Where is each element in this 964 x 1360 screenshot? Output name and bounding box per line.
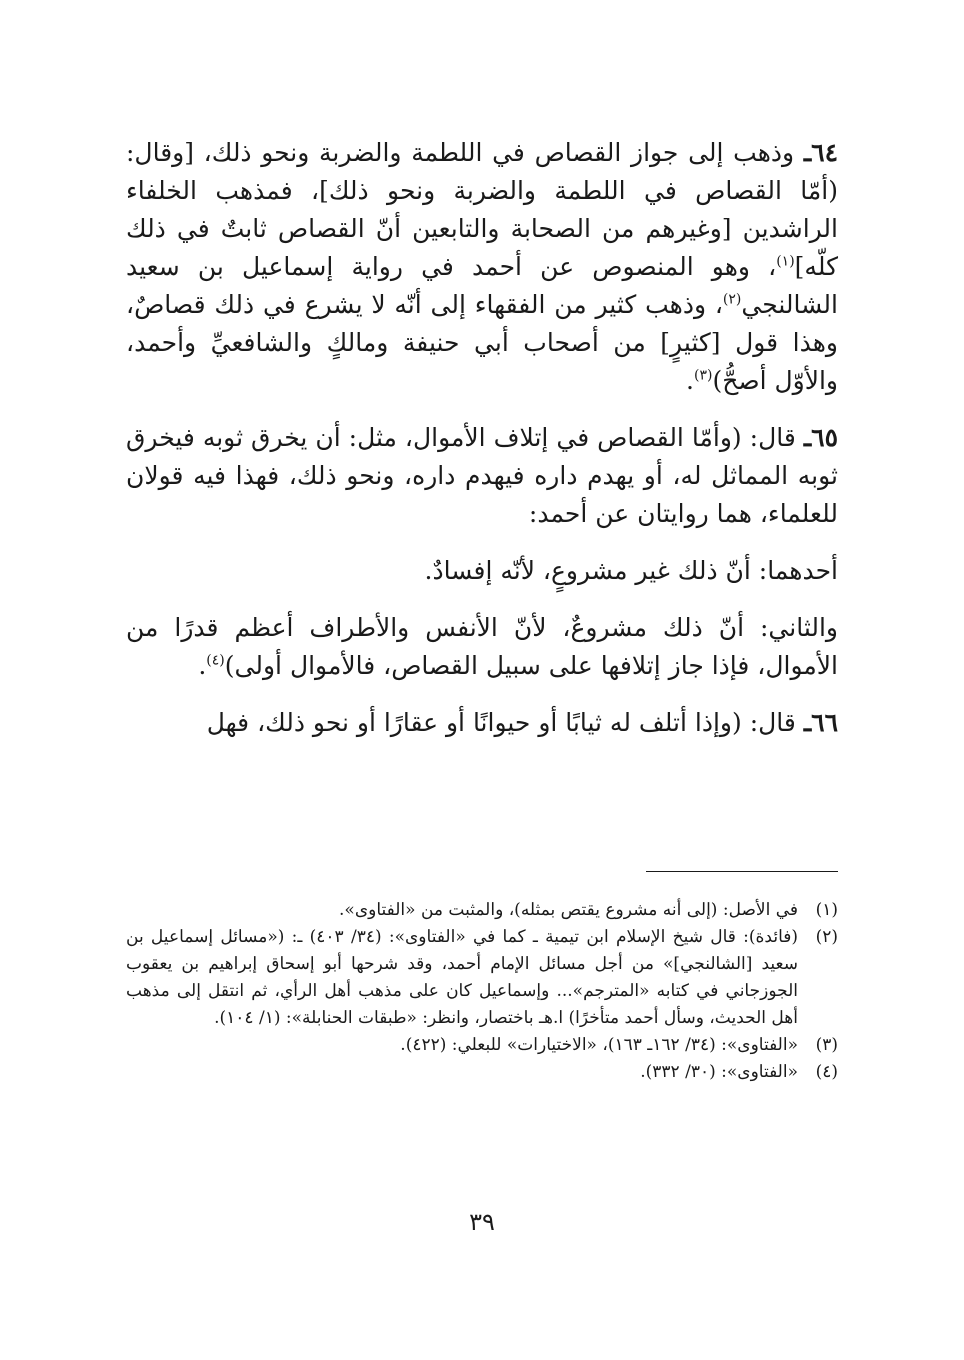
footnote-ref[interactable]: (٤)	[206, 652, 225, 669]
footnote-3	[126, 1032, 838, 1059]
paragraph-65	[126, 419, 838, 533]
paragraph-end: .	[198, 651, 207, 680]
footnote-ref[interactable]: (١)	[776, 253, 795, 270]
paragraph-second-opinion	[126, 609, 838, 685]
footnote-text: «الفتاوى»: (٣٤/ ١٦٢ـ ١٦٣)، «الاختيارات» للبعلي: (٤٢٢).	[400, 1035, 798, 1055]
paragraph-64	[126, 134, 838, 400]
footnote-marker: (١)	[815, 900, 838, 920]
paragraph-number: ٦٦ـ	[803, 708, 838, 737]
paragraph-text: وذهب إلى جواز القصاص في اللطمة والضربة ونحو ذلك، [وقال: (أمّا القصاص في اللطمة والضربة ونحو ذلك]، فمذهب الخلفاء الراشدين [وغيرهم من الصحابة والتابعين أنّ القصاص ثابتٌ في ذلك كلّه]	[126, 138, 838, 281]
footnote-ref[interactable]: (٣)	[694, 367, 713, 384]
footnote-marker: (٣)	[815, 1035, 838, 1055]
paragraph-text: أحدهما: أنّ ذلك غير مشروعٍ، لأنّه إفسادٌ.	[424, 556, 838, 585]
footnotes	[126, 897, 838, 1086]
footnote-text: في الأصل: (إلى أنه مشروع يقتص بمثله)، والمثبت من «الفتاوى».	[339, 900, 798, 920]
footnote-1	[126, 897, 838, 924]
paragraph-end: .	[686, 366, 694, 395]
paragraph-text: ، وذهب كثير من الفقهاء إلى أنّه لا يشرع في ذلك قصاصٌ، وهذا قول [كثيرٍ] من أصحاب أبي حنيفة ومالكٍ والشافعيِّ وأحمد، والأوّل أصحُّ)	[126, 290, 838, 395]
footnote-marker: (٢)	[815, 927, 838, 947]
footnote-text: (فائدة): قال شيخ الإسلام ابن تيمية ـ كما في «الفتاوى»: (٣٤/ ٤٠٣) ـ: («مسائل إسماعيل بن سعيد [الشالنجي]» من أجل مسائل الإمام أحمد، وقد شرحها أبو إسحاق إبراهيم بن يعقوب الجوزجاني في كتابه «المترجم»... وإسماعيل كان على مذهب أهل الرأي، ثم انتقل إلى مذهب أهل الحديث، وسأل أحمد متأخرًا) ا.هـ باختصار، وانظر: «طبقات الحنابلة»: (١/ ١٠٤).	[126, 927, 799, 1028]
paragraph-number: ٦٤ـ	[803, 138, 838, 167]
footnote-ref[interactable]: (٢)	[722, 291, 742, 308]
footnote-2	[126, 924, 838, 1032]
footnote-separator	[646, 871, 838, 872]
footnote-marker: (٤)	[815, 1062, 838, 1082]
paragraph-text: والثاني: أنّ ذلك مشروعٌ، لأنّ الأنفس والأطراف أعظم قدرًا من الأموال، فإذا جاز إتلافها على سبيل القصاص، فالأموال أولى)	[126, 613, 838, 680]
paragraph-66	[126, 704, 838, 742]
paragraph-first-opinion	[126, 552, 838, 590]
paragraph-text: قال: (وأمّا القصاص في إتلاف الأموال، مثل: أن يخرق ثوبه فيخرق ثوبه المماثل له، أو يهدم داره فيهدم داره، ونحو ذلك، فهذا فيه قولان للعلماء، هما روايتان عن أحمد:	[126, 423, 838, 528]
page-number: ٣٩	[469, 1208, 495, 1236]
footnote-4	[126, 1059, 838, 1086]
footnote-text: «الفتاوى»: (٣٠/ ٣٣٢).	[640, 1062, 798, 1082]
main-text	[126, 134, 838, 742]
paragraph-number: ٦٥ـ	[803, 423, 838, 452]
paragraph-text: ، وهو المنصوص عن أحمد في رواية إسماعيل بن سعيد الشالنجي	[126, 252, 838, 319]
paragraph-text: قال: (وإذا أتلف له ثيابًا أو حيوانًا أو عقارًا أو نحو ذلك، فهل	[206, 708, 804, 737]
